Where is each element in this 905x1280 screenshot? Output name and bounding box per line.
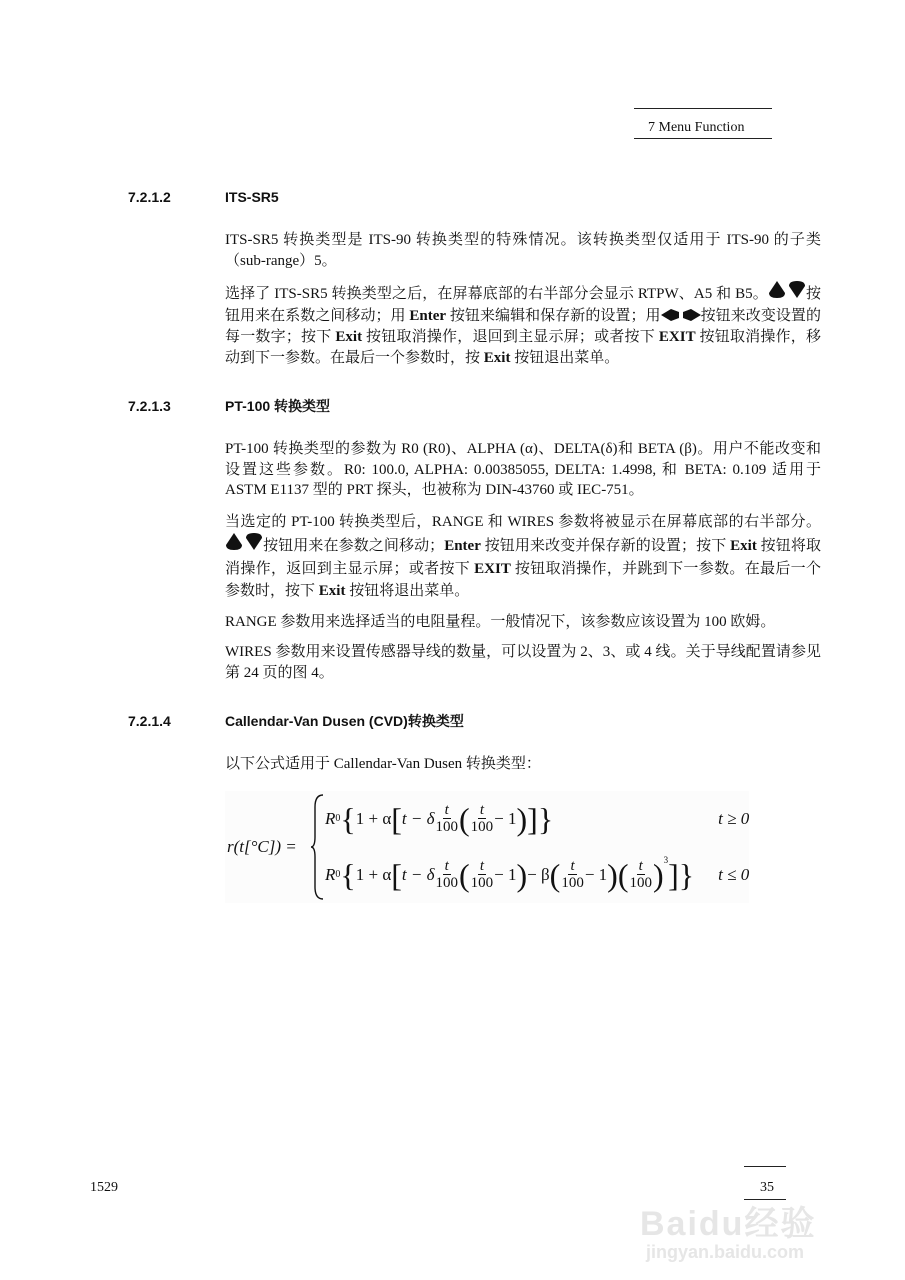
- t-minus-delta: t − δ: [401, 808, 435, 828]
- paren: (: [459, 800, 470, 837]
- bold-key-label: Exit: [318, 582, 346, 599]
- header-rule-top: [634, 108, 772, 109]
- brace: {: [340, 856, 356, 893]
- section-number: 7.2.1.3: [128, 398, 171, 414]
- bold-key-label: Exit: [730, 537, 757, 554]
- text-run: 按钮取消操作，退回到主显示屏；或者按下: [362, 329, 659, 345]
- text-run: 以下公式适用于 Callendar-Van Dusen 转换类型：: [225, 756, 541, 772]
- bold-key-label: Enter: [444, 537, 481, 554]
- text-run: 按钮将退出菜单。: [345, 582, 470, 599]
- text-run: 按钮退出菜单。: [510, 349, 620, 366]
- condition-2: t ≤ 0: [718, 864, 750, 884]
- up-down-arrows-icon: [225, 533, 263, 558]
- bold-key-label: EXIT: [658, 329, 696, 345]
- formula-lhs: r(t[°C]) =: [227, 836, 297, 856]
- bold-key-label: EXIT: [474, 560, 511, 577]
- r0-subscript: 0: [335, 813, 341, 824]
- cvd-formula: [225, 791, 749, 903]
- text-run: 按钮用来在参数之间移动；: [263, 537, 445, 554]
- minus-one: − 1: [494, 808, 517, 828]
- paragraph: [225, 281, 821, 368]
- page-number-rule-bottom: [744, 1199, 786, 1200]
- bracket: ]: [527, 800, 538, 837]
- numerator: t: [570, 858, 575, 874]
- text-run: 按钮来编辑和保存新的设置；用: [446, 307, 661, 324]
- paragraph: [225, 754, 821, 775]
- up-down-arrows-icon: [768, 281, 806, 306]
- paragraph: [225, 642, 821, 683]
- brace: }: [678, 856, 695, 893]
- one-plus-alpha: 1 + α: [355, 864, 392, 884]
- denominator: 100: [435, 819, 459, 835]
- section-title: Callendar-Van Dusen (CVD)转换类型: [225, 713, 464, 729]
- watermark-url: jingyan.baidu.com: [646, 1242, 805, 1263]
- formula-case-2: [325, 847, 749, 903]
- text-run: ITS-SR5 转换类型是 ITS-90 转换类型的特殊情况。该转换类型仅适用于 ITS-90 的子类（sub-range）5。: [225, 232, 821, 269]
- bracket: ]: [668, 856, 679, 893]
- text-run: WIRES 参数用来设置传感器导线的数量，可以设置为 2、3、或 4 线。关于导线配置请参见第 24 页的图 4。: [225, 644, 821, 681]
- section-title: ITS-SR5: [225, 189, 279, 205]
- text-run: 按钮来改变设置的每一数字；按下: [225, 307, 821, 345]
- one-plus-alpha: 1 + α: [355, 808, 392, 828]
- paren: ): [607, 856, 618, 893]
- r0-symbol: R: [325, 808, 336, 828]
- bold-key-label: Enter: [409, 307, 447, 324]
- paragraph: [225, 230, 821, 271]
- paren: (: [549, 856, 561, 893]
- watermark: [640, 1206, 816, 1263]
- text-run: RANGE 参数用来选择适当的电阻量程。一般情况下，该参数应该设置为 100 欧姆。: [225, 613, 776, 630]
- paragraph: [225, 511, 821, 602]
- numerator: t: [638, 858, 643, 874]
- paren: ): [516, 856, 528, 893]
- text-run: 按钮用来在系数之间移动；用: [225, 286, 821, 324]
- denominator: 100: [435, 875, 459, 891]
- paren: ): [652, 856, 664, 893]
- numerator: t: [479, 858, 484, 874]
- text-run: 选择了 ITS-SR5 转换类型之后，在屏幕底部的右半部分会显示 RTPW、A5 和 B5。: [225, 286, 768, 302]
- numerator: t: [444, 802, 449, 818]
- section-heading: [128, 189, 821, 206]
- paren: ): [516, 800, 528, 837]
- brace: {: [340, 800, 356, 837]
- exponent: 3: [663, 854, 669, 865]
- text-run: 按钮取消操作，并跳到下一参数。在最后一个参数时，按下: [225, 560, 821, 599]
- fraction: [561, 858, 584, 891]
- paragraph: [225, 612, 821, 633]
- bracket: [: [391, 856, 402, 893]
- section-number: 7.2.1.2: [128, 189, 171, 205]
- denominator: 100: [629, 875, 652, 891]
- numerator: t: [444, 858, 449, 874]
- t-minus-delta: t − δ: [401, 864, 435, 884]
- condition-1: t ≥ 0: [718, 808, 750, 828]
- paren: (: [617, 856, 629, 893]
- minus-one: − 1: [584, 864, 608, 884]
- fraction: [471, 858, 494, 891]
- section-number: 7.2.1.4: [128, 713, 171, 729]
- fraction: [436, 858, 459, 891]
- r0-subscript: 0: [335, 869, 341, 880]
- watermark-brand: Baidu经验: [640, 1205, 817, 1243]
- bracket: [: [391, 800, 402, 837]
- denominator: 100: [561, 875, 584, 891]
- running-header: 7 Menu Function: [648, 120, 745, 135]
- text-run: PT-100 转换类型的参数为 R0 (R0)、ALPHA (α)、DELTA(δ)和 BETA (β)。用户不能改变和设置这些参数。R0: 100.0, ALPHA: 0.00385055, DELTA: 1.4998, 和 BETA: 0.109 适用于 ASTM E1137 型的 PRT 探头，也被称为 DIN-43760 或 IEC-751。: [225, 441, 821, 498]
- left-right-arrows-icon: [661, 307, 701, 328]
- paragraph: [225, 439, 821, 501]
- paren: (: [459, 856, 470, 893]
- page-number-rule-top: [744, 1166, 786, 1167]
- text-run: 按钮用来改变并保存新的设置；按下: [480, 537, 731, 554]
- bold-key-label: Exit: [483, 349, 511, 366]
- header-rule-bottom: [634, 138, 772, 139]
- denominator: 100: [470, 819, 494, 835]
- page-number: 35: [760, 1180, 774, 1195]
- minus-beta: − β: [527, 864, 550, 884]
- brace: }: [537, 800, 554, 837]
- text-run: 按钮取消操作，移动到下一参数。在最后一个参数时，按: [225, 329, 821, 366]
- fraction: [471, 802, 494, 835]
- r0-symbol: R: [325, 864, 336, 884]
- case-brace-icon: [311, 793, 325, 901]
- section-heading: [128, 713, 821, 730]
- numerator: t: [479, 802, 484, 818]
- bold-key-label: Exit: [335, 329, 363, 345]
- text-run: 按钮将取消操作，返回到主显示屏；或者按下: [225, 537, 821, 577]
- page-content: [128, 189, 821, 903]
- section-heading: [128, 398, 821, 415]
- document-number: 1529: [90, 1180, 118, 1195]
- formula-case-1: [325, 791, 749, 847]
- fraction: [436, 802, 459, 835]
- minus-one: − 1: [494, 864, 517, 884]
- text-run: 当选定的 PT-100 转换类型后，RANGE 和 WIRES 参数将被显示在屏幕底部的右半部分。: [225, 513, 821, 530]
- fraction: [629, 858, 652, 891]
- denominator: 100: [470, 875, 494, 891]
- section-title: PT-100 转换类型: [225, 398, 331, 414]
